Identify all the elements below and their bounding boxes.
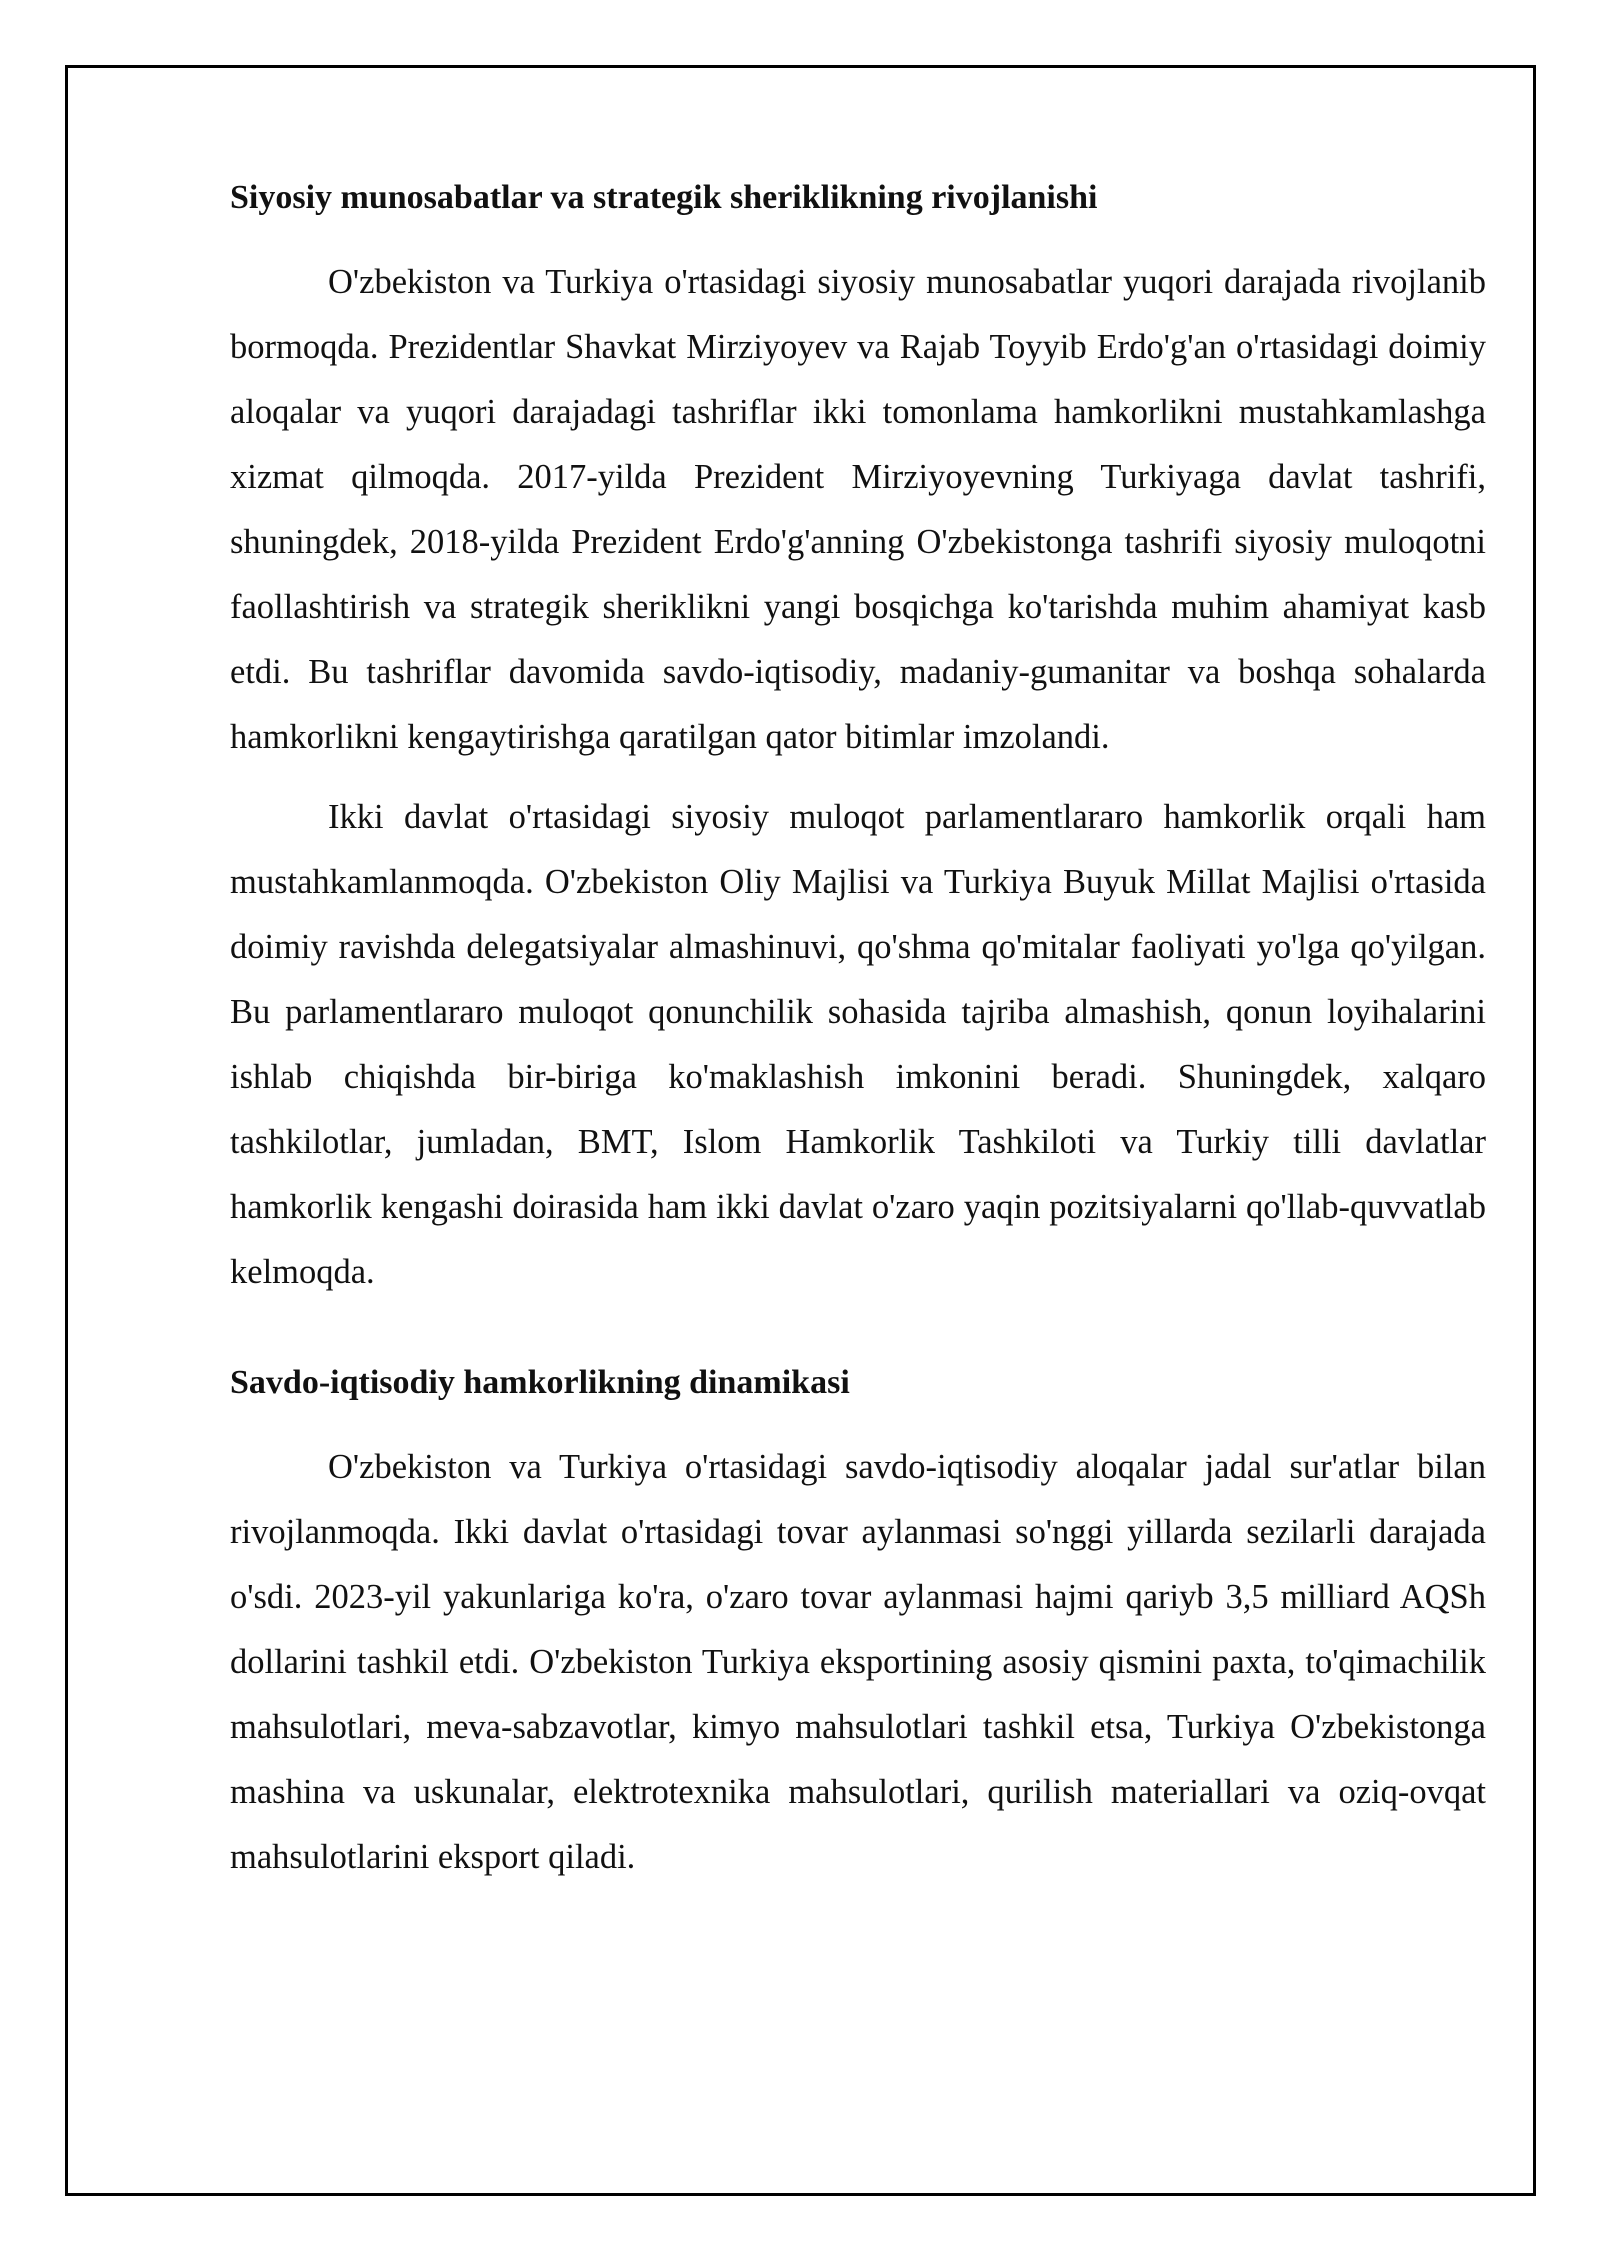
section-heading-political: Siyosiy munosabatlar va strategik sheriklikning rivojlanishi: [230, 179, 1098, 216]
paragraph-economic-1: O'zbekiston va Turkiya o'rtasidagi savdo-iqtisodiy aloqalar jadal sur'atlar bilan rivojlanmoqda. Ikki davlat o'rtasidagi tovar aylanmasi so'nggi yillarda sezilarli darajada o'sdi. 2023-yil yakunlariga ko'ra, o'zaro tovar aylanmasi hajmi qariyb 3,5 milliard AQSh dollarini tashkil etdi. O'zbekiston Turkiya eksportining asosiy qismini paxta, to'qimachilik mahsulotlari, meva-sabzavotlar, kimyo mahsulotlari tashkil etsa, Turkiya O'zbekistonga mashina va uskunalar, elektrotexnika mahsulotlari, qurilish materiallari va oziq-ovqat mahsulotlarini eksport qiladi.: [230, 1448, 1486, 1876]
paragraph-political-2: Ikki davlat o'rtasidagi siyosiy muloqot parlamentlararo hamkorlik orqali ham mustahkamlanmoqda. O'zbekiston Oliy Majlisi va Turkiya Buyuk Millat Majlisi o'rtasida doimiy ravishda delegatsiyalar almashinuvi, qo'shma qo'mitalar faoliyati yo'lga qo'yilgan. Bu parlamentlararo muloqot qonunchilik sohasida tajriba almashish, qonun loyihalarini ishlab chiqishda bir-biriga ko'maklashish imkonini beradi. Shuningdek, xalqaro tashkilotlar, jumladan, BMT, Islom Hamkorlik Tashkiloti va Turkiy tilli davlatlar hamkorlik kengashi doirasida ham ikki davlat o'zaro yaqin pozitsiyalarni qo'llab-quvvatlab kelmoqda.: [230, 798, 1486, 1291]
section-heading-economic: Savdo-iqtisodiy hamkorlikning dinamikasi: [230, 1364, 850, 1401]
paragraph-political-1: O'zbekiston va Turkiya o'rtasidagi siyosiy munosabatlar yuqori darajada rivojlanib bormoqda. Prezidentlar Shavkat Mirziyoyev va Rajab Toyyib Erdo'g'an o'rtasidagi doimiy aloqalar va yuqori darajadagi tashriflar ikki tomonlama hamkorlikni mustahkamlashga xizmat qilmoqda. 2017-yilda Prezident Mirziyoyevning Turkiyaga davlat tashrifi, shuningdek, 2018-yilda Prezident Erdo'g'anning O'zbekistonga tashrifi siyosiy muloqotni faollashtirish va strategik sheriklikni yangi bosqichga ko'tarishda muhim ahamiyat kasb etdi. Bu tashriflar davomida savdo-iqtisodiy, madaniy-gumanitar va boshqa sohalarda hamkorlikni kengaytirishga qaratilgan qator bitimlar imzolandi.: [230, 263, 1486, 756]
document-body: [230, 170, 1486, 1890]
